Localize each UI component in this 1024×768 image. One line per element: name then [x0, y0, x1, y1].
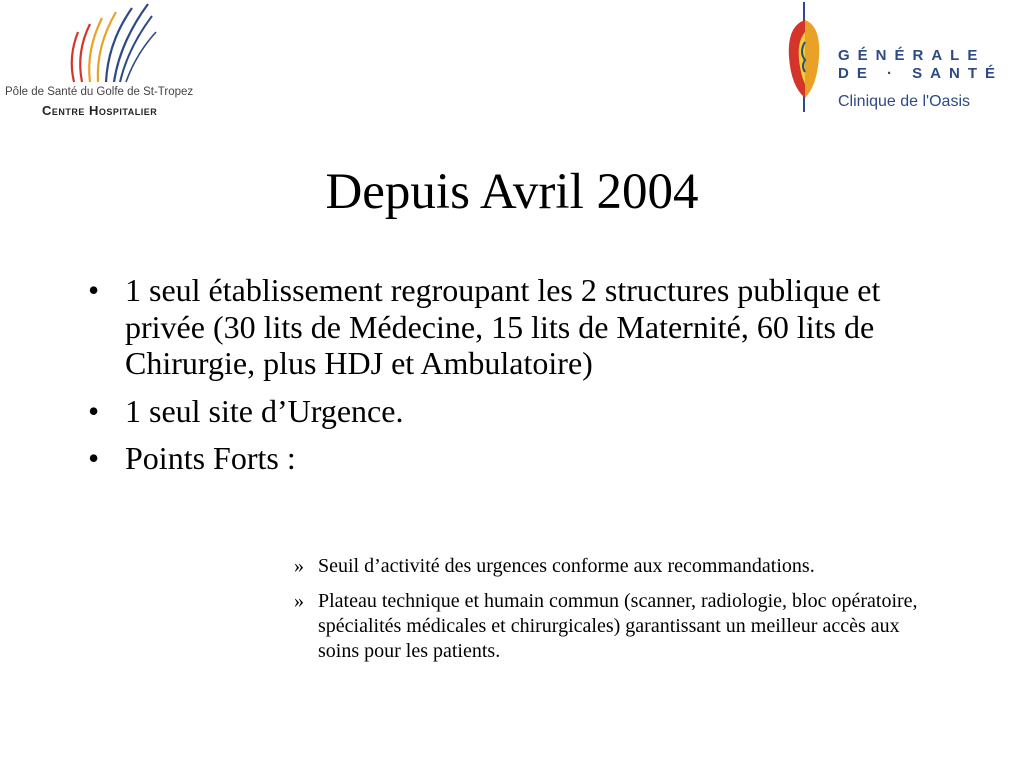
logo-right-line2: DE · SANTÉ [838, 65, 1004, 82]
face-emblem-icon [785, 2, 825, 112]
logo-right-line3: Clinique de l'Oasis [838, 93, 971, 110]
slide-title: Depuis Avril 2004 [325, 164, 699, 220]
bullet-list [88, 272, 948, 488]
sub-bullet-item: » Plateau technique et humain commun (scanner, radiologie, bloc opératoire, spécialités médicales et chirurgicales) garantissant un meilleur accès aux soins pour les patients. [292, 589, 942, 664]
logo-right-line1: GÉNÉRALE [838, 47, 986, 64]
sub-bullet-list [292, 554, 942, 674]
logo-left-line2: Centre Hospitalier [42, 103, 158, 118]
logo-left-line1: Pôle de Santé du Golfe de St-Tropez [5, 86, 194, 98]
logo-generale-sante [770, 0, 1024, 120]
bullet-item: • 1 seul établissement regroupant les 2 structures publique et privée (30 lits de Médecine, 15 lits de Maternité, 60 lits de Chirurgie, plus HDJ et Ambulatoire) [88, 272, 948, 382]
flame-icon [60, 2, 160, 84]
bullet-item: • 1 seul site d’Urgence. [88, 393, 948, 430]
logo-pole-sante [0, 0, 260, 125]
sub-bullet-item: » Seuil d’activité des urgences conforme aux recommandations. [292, 554, 942, 579]
bullet-item: • Points Forts : [88, 440, 948, 477]
